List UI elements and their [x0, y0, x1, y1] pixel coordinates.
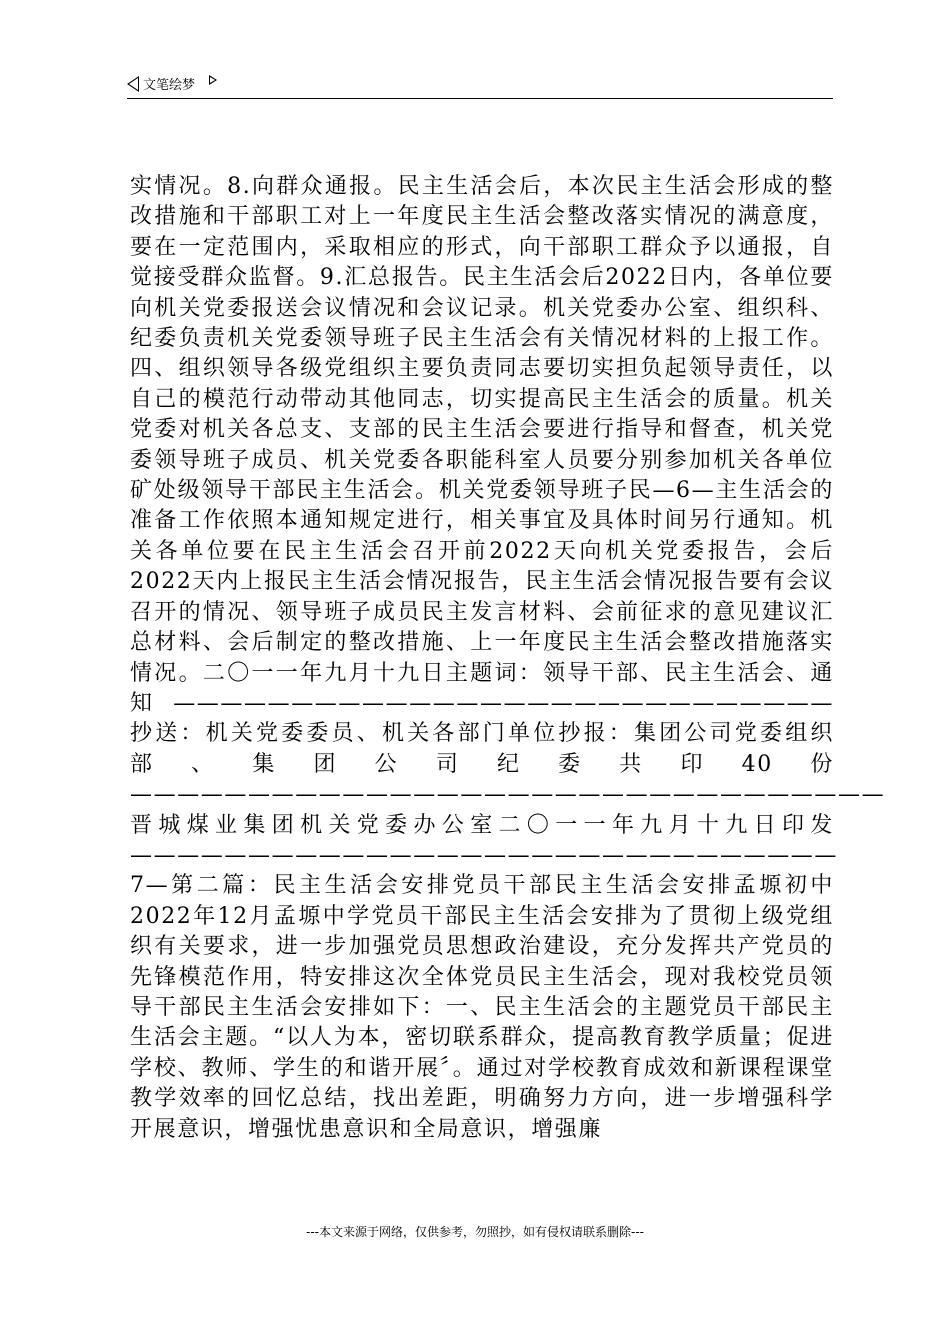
page-header: [127, 72, 833, 99]
page-footer: ---本文来源于网络，仅供参考，勿照抄，如有侵权请联系删除---: [306, 1225, 644, 1239]
brand-label: 文笔绘梦: [143, 78, 196, 93]
triangle-left-icon: [127, 76, 139, 92]
header-brand: [127, 74, 217, 93]
document-body: 实情况。8.向群众通报。民主生活会后，本次民主生活会形成的整改措施和干部职工对上一年度民主生活会整改落实情况的满意度，要在一定范围内，采取相应的形式，向干部职工群众予以通报，自觉接受群众监督。9.汇总报告。民主生活会后2022日内，各单位要向机关党委报送会议情况和会议记录。机关党委办公室、组织科、纪委负责机关党委领导班子民主生活会有关情况材料的上报工作。四、组织领导各级党组织主要负责同志要切实担负起领导责任，以自己的模范行动带动其他同志，切实提高民主生活会的质量。机关党委对机关各总支、支部的民主生活会要进行指导和督查，机关党委领导班子成员、机关党委各职能科室人员要分别参加机关各单位矿处级领导干部民主生活会。机关党委领导班子民—6—主生活会的准备工作依照本通知规定进行，相关事宜及具体时间另行通知。机关各单位要在民主生活会召开前2022天向机关党委报告，会后2022天内上报民主生活会情况报告，民主生活会情况报告要有会议召开的情况、领导班子成员民主发言材料、会前征求的意见建议汇总材料、会后制定的整改措施、上一年度民主生活会整改措施落实情况。二〇一一年九月十九日主题词：领导干部、民主生活会、通知————————————————————————————抄送：机关党委委员、机关各部门单位抄报：集团公司党委组织部、集团公司纪委共印40份————————————————————————————————晋城煤业集团机关党委办公室二〇一一年九月十九日印发——————————————————————————————7—第二篇：民主生活会安排党员干部民主生活会安排孟塬初中2022年12月孟塬中学党员干部民主生活会安排为了贯彻上级党组织有关要求，进一步加强党员思想政治建设，充分发挥共产党员的先锋模范作用，特安排这次全体党员民主生活会，现对我校党员领导干部民主生活会安排如下：一、民主生活会的主题党员干部民主生活会主题。“以人为本，密切联系群众，提高教育教学质量；促进学校、教师、学生的和谐开展〞。通过对学校教育成效和新课程课堂教学效率的回忆总结，找出差距，明确努力方向，进一步增强科学开展意识，增强忧患意识和全局意识，增强廉: [130, 174, 886, 1142]
triangle-right-icon: [209, 75, 217, 85]
